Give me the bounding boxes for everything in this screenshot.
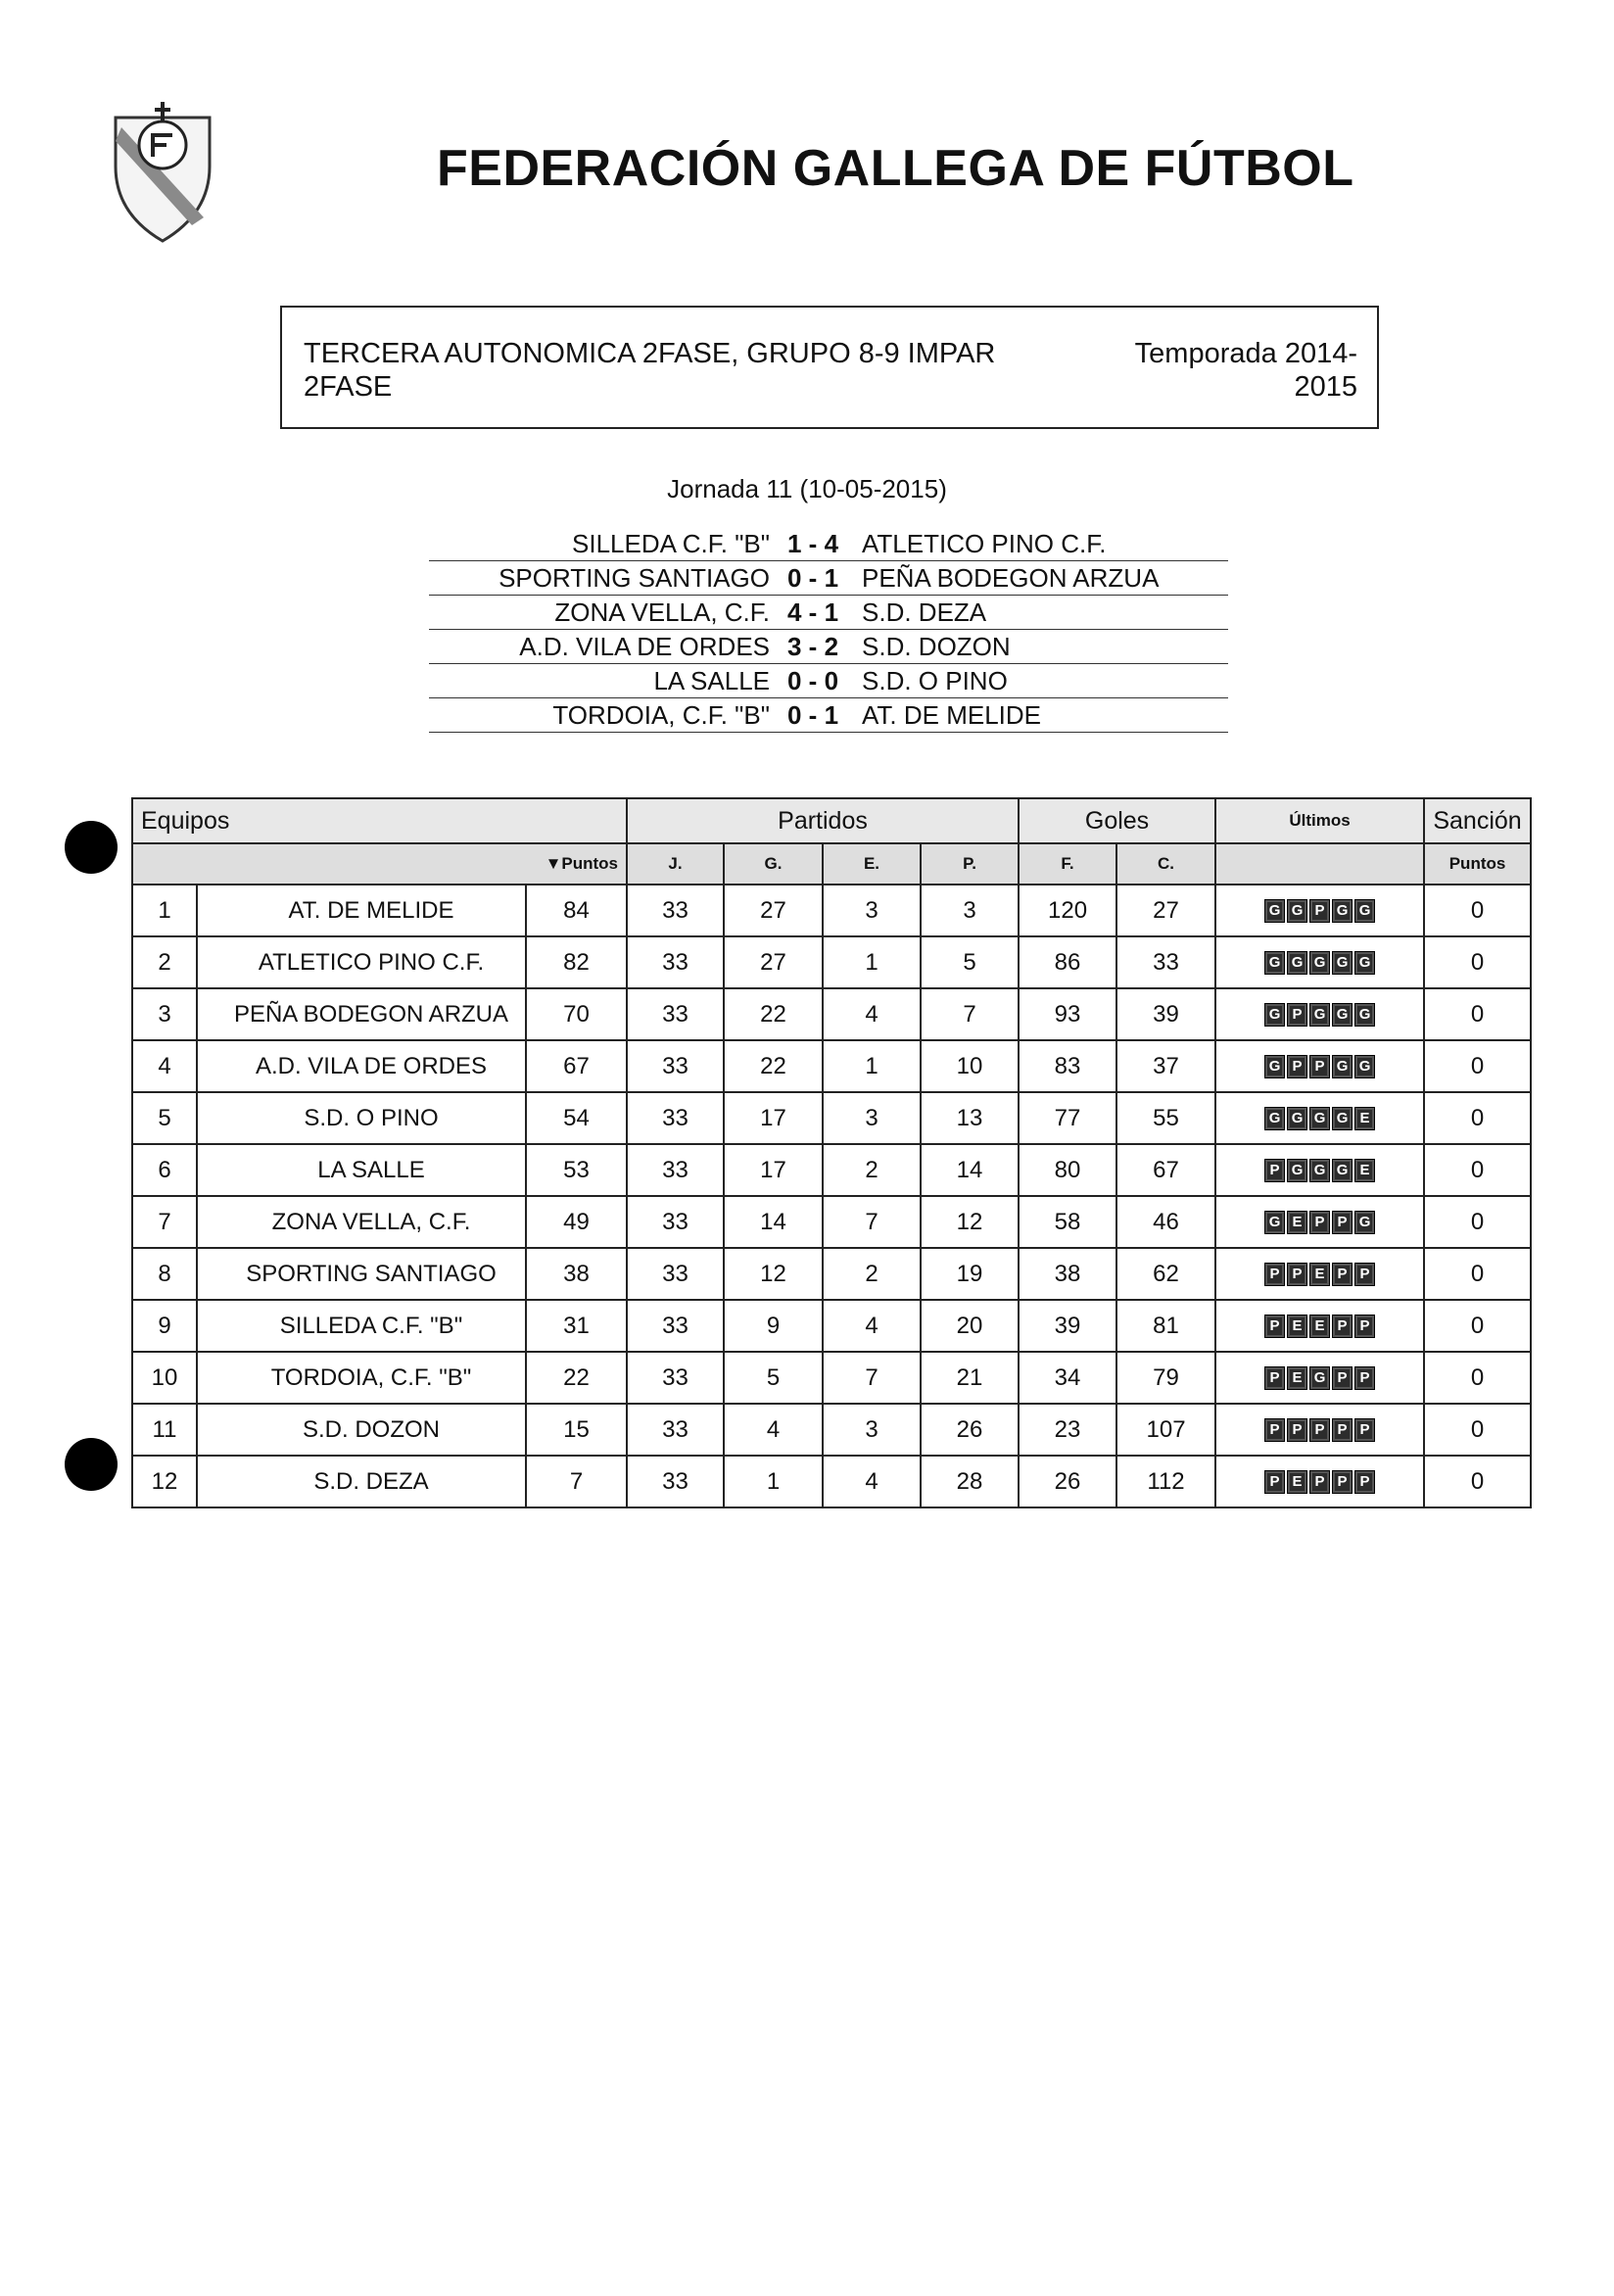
match-row: [429, 630, 1228, 664]
played: 33: [627, 1300, 724, 1352]
drawn: 3: [823, 1404, 921, 1456]
won: 14: [724, 1196, 823, 1248]
position: 10: [132, 1352, 197, 1404]
season-line1: Temporada 2014-: [1134, 338, 1357, 369]
goals-against: 39: [1116, 988, 1215, 1040]
punch-hole-bottom: [65, 1438, 118, 1491]
goals-against: 79: [1116, 1352, 1215, 1404]
last-results: [1215, 1196, 1424, 1248]
points: 53: [526, 1144, 627, 1196]
result-badge: E: [1354, 1107, 1375, 1130]
points: 54: [526, 1092, 627, 1144]
goals-against: 62: [1116, 1248, 1215, 1300]
header-goals: Goles: [1019, 798, 1215, 843]
last-results: [1215, 1456, 1424, 1507]
drawn: 3: [823, 885, 921, 936]
result-badge: G: [1309, 1159, 1330, 1182]
result-badge: G: [1332, 899, 1353, 923]
sort-points-header[interactable]: [132, 843, 627, 885]
drawn: 7: [823, 1196, 921, 1248]
result-badge: G: [1287, 951, 1307, 975]
table-row[interactable]: [132, 988, 1531, 1040]
won: 4: [724, 1404, 823, 1456]
lost: 7: [921, 988, 1019, 1040]
played: 33: [627, 885, 724, 936]
match-score: 0 - 1: [787, 698, 856, 733]
team-name: SILLEDA C.F. "B": [197, 1300, 526, 1352]
col-drawn: E.: [823, 843, 921, 885]
won: 5: [724, 1352, 823, 1404]
team-name: AT. DE MELIDE: [197, 885, 526, 936]
goals-against: 33: [1116, 936, 1215, 988]
match-row: [429, 561, 1228, 596]
sanction-points: 0: [1424, 1040, 1531, 1092]
team-name: TORDOIA, C.F. "B": [197, 1352, 526, 1404]
goals-for: 38: [1019, 1248, 1116, 1300]
competition-box: [280, 306, 1379, 429]
result-badge: P: [1309, 899, 1330, 923]
result-badge: P: [1264, 1366, 1285, 1390]
result-badge: P: [1354, 1315, 1375, 1338]
goals-against: 46: [1116, 1196, 1215, 1248]
table-row[interactable]: [132, 885, 1531, 936]
position: 5: [132, 1092, 197, 1144]
lost: 12: [921, 1196, 1019, 1248]
result-badge: G: [1309, 1003, 1330, 1027]
result-badge: G: [1264, 1107, 1285, 1130]
home-team: A.D. VILA DE ORDES: [429, 630, 787, 664]
away-team: S.D. O PINO: [856, 664, 1228, 698]
result-badge: E: [1354, 1159, 1375, 1182]
table-row[interactable]: [132, 1248, 1531, 1300]
col-lost: P.: [921, 843, 1019, 885]
lost: 5: [921, 936, 1019, 988]
last-results: [1215, 885, 1424, 936]
header-sanction: Sanción: [1424, 798, 1531, 843]
table-row[interactable]: [132, 1196, 1531, 1248]
result-badge: P: [1287, 1055, 1307, 1078]
goals-for: 83: [1019, 1040, 1116, 1092]
played: 33: [627, 1092, 724, 1144]
table-row[interactable]: [132, 1456, 1531, 1507]
goals-for: 80: [1019, 1144, 1116, 1196]
last-results: [1215, 1300, 1424, 1352]
lost: 26: [921, 1404, 1019, 1456]
points: 82: [526, 936, 627, 988]
result-badge: G: [1264, 1055, 1285, 1078]
drawn: 4: [823, 988, 921, 1040]
table-row[interactable]: [132, 1040, 1531, 1092]
result-badge: P: [1264, 1263, 1285, 1286]
position: 1: [132, 885, 197, 936]
won: 27: [724, 885, 823, 936]
match-score: 4 - 1: [787, 596, 856, 630]
goals-for: 34: [1019, 1352, 1116, 1404]
home-team: ZONA VELLA, C.F.: [429, 596, 787, 630]
season-line2: 2015: [1294, 371, 1357, 403]
last-results: [1215, 1144, 1424, 1196]
result-badge: P: [1332, 1211, 1353, 1234]
col-points: Puntos: [561, 854, 618, 873]
result-badge: P: [1332, 1470, 1353, 1494]
result-badge: P: [1354, 1418, 1375, 1442]
lost: 20: [921, 1300, 1019, 1352]
result-badge: P: [1354, 1366, 1375, 1390]
col-goals-for: F.: [1019, 843, 1116, 885]
result-badge: P: [1264, 1159, 1285, 1182]
played: 33: [627, 1196, 724, 1248]
goals-against: 81: [1116, 1300, 1215, 1352]
lost: 21: [921, 1352, 1019, 1404]
points: 67: [526, 1040, 627, 1092]
played: 33: [627, 1144, 724, 1196]
drawn: 3: [823, 1092, 921, 1144]
result-badge: E: [1287, 1470, 1307, 1494]
position: 6: [132, 1144, 197, 1196]
header-matches: Partidos: [627, 798, 1019, 843]
last-results: [1215, 1352, 1424, 1404]
goals-for: 120: [1019, 885, 1116, 936]
won: 17: [724, 1144, 823, 1196]
result-badge: G: [1264, 1211, 1285, 1234]
match-score: 1 - 4: [787, 527, 856, 561]
result-badge: G: [1264, 1003, 1285, 1027]
goals-for: 58: [1019, 1196, 1116, 1248]
position: 9: [132, 1300, 197, 1352]
position: 11: [132, 1404, 197, 1456]
result-badge: P: [1264, 1418, 1285, 1442]
team-name: A.D. VILA DE ORDES: [197, 1040, 526, 1092]
result-badge: E: [1287, 1366, 1307, 1390]
col-played: J.: [627, 843, 724, 885]
lost: 3: [921, 885, 1019, 936]
last-results: [1215, 936, 1424, 988]
drawn: 2: [823, 1248, 921, 1300]
goals-for: 77: [1019, 1092, 1116, 1144]
sanction-points: 0: [1424, 1456, 1531, 1507]
match-score: 3 - 2: [787, 630, 856, 664]
result-badge: E: [1309, 1315, 1330, 1338]
home-team: LA SALLE: [429, 664, 787, 698]
played: 33: [627, 1404, 724, 1456]
team-name: PEÑA BODEGON ARZUA: [197, 988, 526, 1040]
last-results: [1215, 988, 1424, 1040]
won: 22: [724, 1040, 823, 1092]
last-results: [1215, 1248, 1424, 1300]
match-row: [429, 698, 1228, 733]
goals-against: 37: [1116, 1040, 1215, 1092]
lost: 10: [921, 1040, 1019, 1092]
sort-desc-icon: ▼: [545, 854, 562, 873]
result-badge: P: [1332, 1418, 1353, 1442]
goals-against: 27: [1116, 885, 1215, 936]
result-badge: G: [1332, 1055, 1353, 1078]
col-won: G.: [724, 843, 823, 885]
competition-name: [304, 337, 1048, 404]
col-last-results: [1215, 843, 1424, 885]
result-badge: G: [1309, 951, 1330, 975]
position: 8: [132, 1248, 197, 1300]
played: 33: [627, 1040, 724, 1092]
result-badge: E: [1287, 1211, 1307, 1234]
points: 38: [526, 1248, 627, 1300]
home-team: TORDOIA, C.F. "B": [429, 698, 787, 733]
team-name: ZONA VELLA, C.F.: [197, 1196, 526, 1248]
result-badge: G: [1287, 1107, 1307, 1130]
table-row[interactable]: [132, 1092, 1531, 1144]
position: 7: [132, 1196, 197, 1248]
last-results: [1215, 1040, 1424, 1092]
result-badge: P: [1309, 1055, 1330, 1078]
position: 12: [132, 1456, 197, 1507]
points: 84: [526, 885, 627, 936]
points: 15: [526, 1404, 627, 1456]
result-badge: P: [1332, 1315, 1353, 1338]
match-score: 0 - 1: [787, 561, 856, 596]
col-sanction-points: Puntos: [1424, 843, 1531, 885]
goals-against: 107: [1116, 1404, 1215, 1456]
points: 49: [526, 1196, 627, 1248]
team-name: ATLETICO PINO C.F.: [197, 936, 526, 988]
team-name: SPORTING SANTIAGO: [197, 1248, 526, 1300]
result-badge: P: [1287, 1418, 1307, 1442]
punch-hole-top: [65, 821, 118, 874]
result-badge: P: [1264, 1315, 1285, 1338]
result-badge: P: [1287, 1003, 1307, 1027]
away-team: S.D. DEZA: [856, 596, 1228, 630]
result-badge: P: [1309, 1211, 1330, 1234]
lost: 28: [921, 1456, 1019, 1507]
drawn: 7: [823, 1352, 921, 1404]
away-team: PEÑA BODEGON ARZUA: [856, 561, 1228, 596]
home-team: SPORTING SANTIAGO: [429, 561, 787, 596]
round-title: Jornada 11 (10-05-2015): [667, 474, 947, 503]
sanction-points: 0: [1424, 988, 1531, 1040]
played: 33: [627, 1248, 724, 1300]
played: 33: [627, 1456, 724, 1507]
drawn: 1: [823, 936, 921, 988]
table-row[interactable]: [132, 1144, 1531, 1196]
points: 31: [526, 1300, 627, 1352]
goals-against: 55: [1116, 1092, 1215, 1144]
result-badge: P: [1354, 1470, 1375, 1494]
goals-for: 39: [1019, 1300, 1116, 1352]
round-results-table: [429, 527, 1228, 733]
table-row[interactable]: [132, 1404, 1531, 1456]
result-badge: G: [1287, 1159, 1307, 1182]
sanction-points: 0: [1424, 1248, 1531, 1300]
sanction-points: 0: [1424, 885, 1531, 936]
away-team: ATLETICO PINO C.F.: [856, 527, 1228, 561]
points: 70: [526, 988, 627, 1040]
position: 4: [132, 1040, 197, 1092]
last-results: [1215, 1404, 1424, 1456]
away-team: AT. DE MELIDE: [856, 698, 1228, 733]
drawn: 4: [823, 1456, 921, 1507]
result-badge: G: [1264, 951, 1285, 975]
sanction-points: 0: [1424, 1352, 1531, 1404]
team-name: S.D. O PINO: [197, 1092, 526, 1144]
team-name: S.D. DOZON: [197, 1404, 526, 1456]
result-badge: G: [1287, 899, 1307, 923]
goals-for: 86: [1019, 936, 1116, 988]
table-row[interactable]: [132, 1352, 1531, 1404]
header-teams: Equipos: [132, 798, 627, 843]
result-badge: P: [1332, 1263, 1353, 1286]
goals-against: 112: [1116, 1456, 1215, 1507]
won: 22: [724, 988, 823, 1040]
won: 9: [724, 1300, 823, 1352]
sanction-points: 0: [1424, 1404, 1531, 1456]
col-goals-against: C.: [1116, 843, 1215, 885]
goals-for: 26: [1019, 1456, 1116, 1507]
won: 17: [724, 1092, 823, 1144]
home-team: SILLEDA C.F. "B": [429, 527, 787, 561]
result-badge: P: [1264, 1470, 1285, 1494]
goals-for: 93: [1019, 988, 1116, 1040]
result-badge: E: [1287, 1315, 1307, 1338]
result-badge: G: [1354, 1055, 1375, 1078]
season: [1122, 337, 1357, 404]
result-badge: G: [1332, 1107, 1353, 1130]
away-team: S.D. DOZON: [856, 630, 1228, 664]
match-row: [429, 596, 1228, 630]
result-badge: G: [1332, 951, 1353, 975]
drawn: 4: [823, 1300, 921, 1352]
table-row[interactable]: [132, 936, 1531, 988]
match-row: [429, 527, 1228, 561]
competition-name-line1: TERCERA AUTONOMICA 2FASE, GRUPO 8-9 IMPAR: [304, 338, 996, 369]
result-badge: P: [1332, 1366, 1353, 1390]
played: 33: [627, 988, 724, 1040]
match-score: 0 - 0: [787, 664, 856, 698]
team-name: S.D. DEZA: [197, 1456, 526, 1507]
sanction-points: 0: [1424, 1196, 1531, 1248]
match-row: [429, 664, 1228, 698]
team-name: LA SALLE: [197, 1144, 526, 1196]
result-badge: P: [1309, 1470, 1330, 1494]
table-row[interactable]: [132, 1300, 1531, 1352]
lost: 14: [921, 1144, 1019, 1196]
drawn: 1: [823, 1040, 921, 1092]
result-badge: G: [1354, 951, 1375, 975]
won: 1: [724, 1456, 823, 1507]
result-badge: G: [1332, 1003, 1353, 1027]
result-badge: G: [1264, 899, 1285, 923]
sanction-points: 0: [1424, 1300, 1531, 1352]
lost: 13: [921, 1092, 1019, 1144]
played: 33: [627, 936, 724, 988]
lost: 19: [921, 1248, 1019, 1300]
result-badge: E: [1309, 1263, 1330, 1286]
points: 22: [526, 1352, 627, 1404]
goals-for: 23: [1019, 1404, 1116, 1456]
result-badge: G: [1354, 1003, 1375, 1027]
result-badge: G: [1309, 1366, 1330, 1390]
federation-title: FEDERACIÓN GALLEGA DE FÚTBOL: [437, 140, 1354, 197]
position: 3: [132, 988, 197, 1040]
last-results: [1215, 1092, 1424, 1144]
won: 27: [724, 936, 823, 988]
won: 12: [724, 1248, 823, 1300]
sanction-points: 0: [1424, 1144, 1531, 1196]
points: 7: [526, 1456, 627, 1507]
result-badge: P: [1287, 1263, 1307, 1286]
drawn: 2: [823, 1144, 921, 1196]
competition-name-line2: 2FASE: [304, 371, 393, 403]
sanction-points: 0: [1424, 1092, 1531, 1144]
position: 2: [132, 936, 197, 988]
result-badge: G: [1354, 1211, 1375, 1234]
played: 33: [627, 1352, 724, 1404]
result-badge: G: [1332, 1159, 1353, 1182]
fgf-crest-icon: [110, 98, 215, 245]
result-badge: P: [1309, 1418, 1330, 1442]
result-badge: G: [1309, 1107, 1330, 1130]
standings-table: [131, 797, 1532, 1508]
goals-against: 67: [1116, 1144, 1215, 1196]
result-badge: G: [1354, 899, 1375, 923]
header-last: Últimos: [1215, 798, 1424, 843]
result-badge: P: [1354, 1263, 1375, 1286]
sanction-points: 0: [1424, 936, 1531, 988]
